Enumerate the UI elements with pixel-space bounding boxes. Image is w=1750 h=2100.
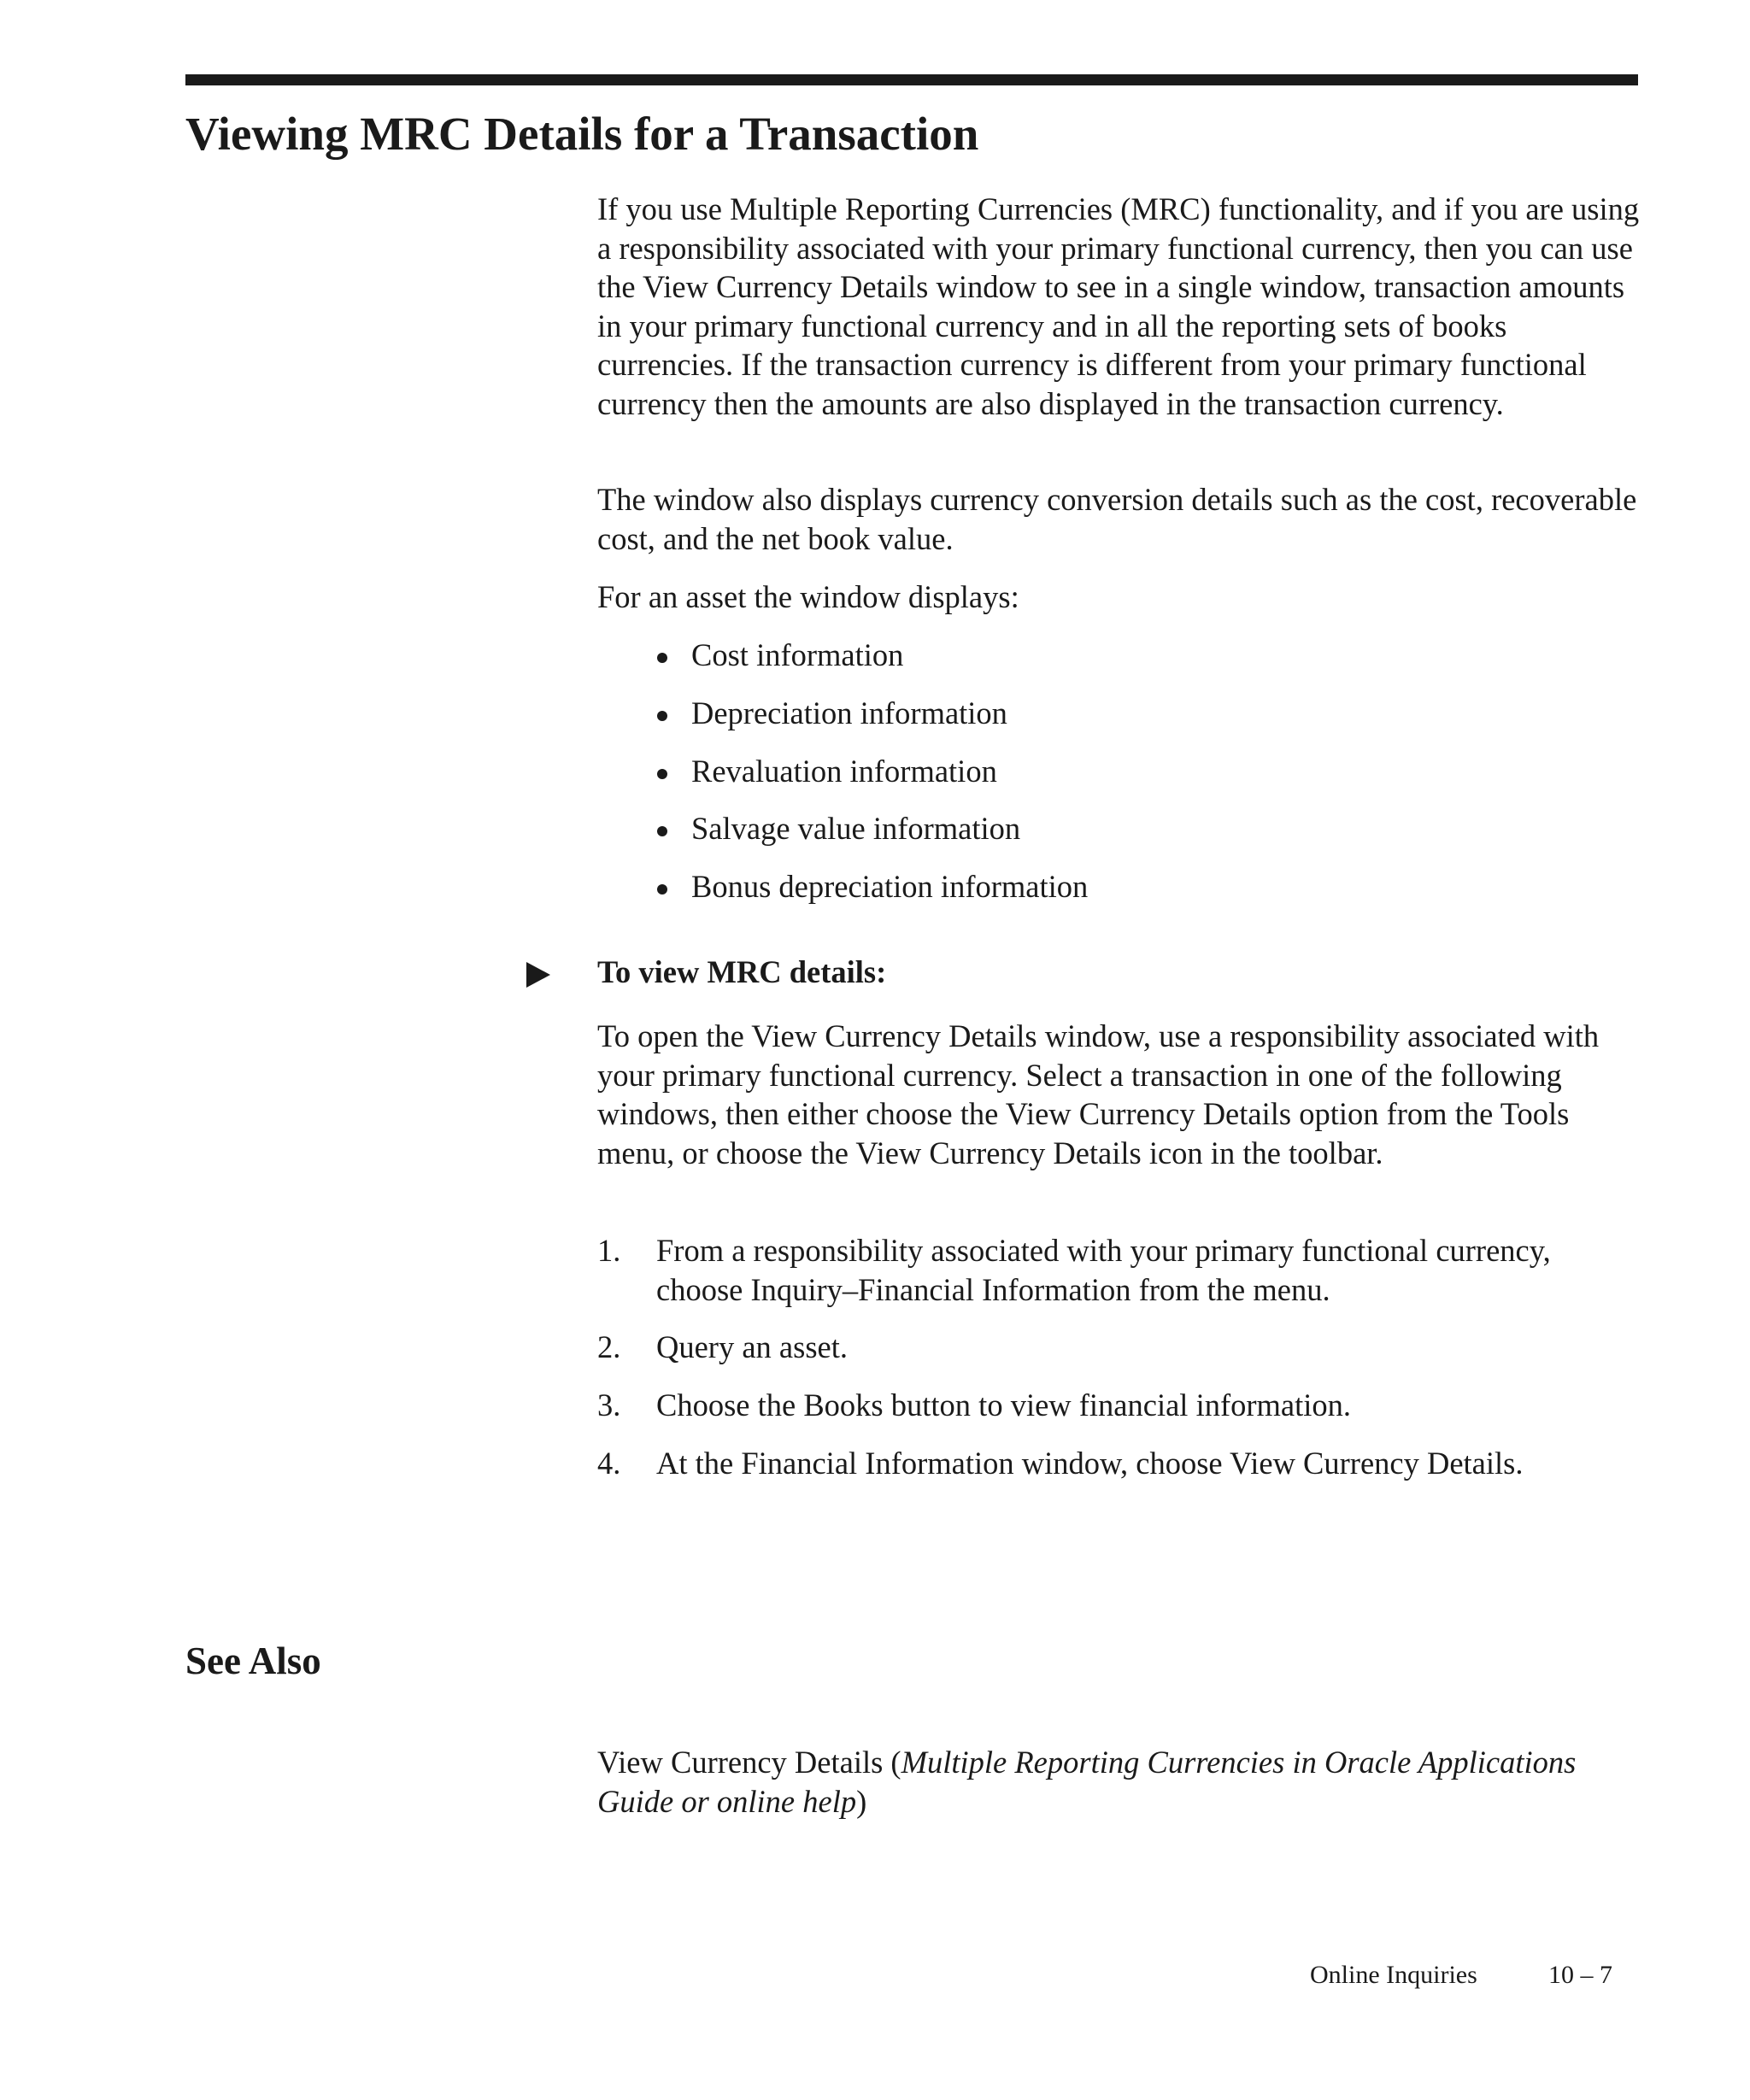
intro-paragraph bbox=[597, 190, 1640, 423]
step-item bbox=[597, 1328, 1640, 1367]
reference-text bbox=[597, 1743, 1640, 1821]
bullet-dot-icon bbox=[657, 884, 667, 895]
page-title: Viewing MRC Details for a Transaction bbox=[185, 108, 979, 160]
step-number: 4. bbox=[597, 1445, 621, 1481]
bullet-dot-icon bbox=[657, 711, 667, 721]
list-item-text: Revaluation information bbox=[691, 753, 997, 789]
step-item bbox=[597, 1231, 1640, 1309]
list-item bbox=[597, 867, 1088, 906]
list-item bbox=[597, 694, 1088, 733]
displays-lead-in-text: For an asset the window displays: bbox=[597, 579, 1019, 614]
reference-suffix: ) bbox=[856, 1783, 867, 1819]
list-item bbox=[597, 636, 1088, 675]
step-number: 3. bbox=[597, 1387, 621, 1423]
step-text: Choose the Books button to view financial information. bbox=[656, 1387, 1352, 1423]
right-triangle-icon bbox=[526, 962, 550, 988]
procedure-steps bbox=[597, 1231, 1640, 1502]
step-item bbox=[597, 1386, 1640, 1425]
bullet-dot-icon bbox=[657, 826, 667, 836]
step-number: 1. bbox=[597, 1233, 621, 1268]
footer-section-name: Online Inquiries bbox=[1310, 1961, 1477, 1989]
reference-book-title: Multiple Reporting Currencies in Oracle Applications Guide or online help bbox=[597, 1745, 1577, 1819]
list-item-text: Salvage value information bbox=[691, 811, 1021, 847]
procedure-intro bbox=[597, 1017, 1640, 1172]
list-item-text: Bonus depreciation information bbox=[691, 869, 1089, 905]
see-also-reference bbox=[597, 1743, 1640, 1821]
intro-paragraph-text: If you use Multiple Reporting Currencies (MRC) functionality, and if you are using a responsibility associated with your primary functional currency, then you can use the View Currency Details window to see in a single window, transaction amounts in your primary functional currency and in all the reporting sets of books currencies. If the transaction currency is different from your primary functional currency then the amounts are also displayed in the transaction currency. bbox=[597, 191, 1640, 421]
conversion-paragraph-text: The window also displays currency conversion details such as the cost, recoverable cost, and the net book value. bbox=[597, 482, 1637, 556]
procedure-intro-text: To open the View Currency Details window, use a responsibility associated with your primary functional currency. Select a transaction in one of the following windows, then either choose the View Currency Details option from the Tools menu, or choose the View Currency Details icon in the toolbar. bbox=[597, 1018, 1600, 1170]
displays-lead-in bbox=[597, 578, 1640, 617]
top-rule bbox=[185, 74, 1638, 85]
list-item bbox=[597, 752, 1088, 791]
step-text: From a responsibility associated with your primary functional currency, choose Inquiry–Financial Information from the menu. bbox=[656, 1233, 1551, 1307]
list-item-text: Depreciation information bbox=[691, 695, 1007, 730]
footer-page-number: 10 – 7 bbox=[1548, 1961, 1612, 1989]
displays-list bbox=[597, 636, 1088, 925]
list-item bbox=[597, 809, 1088, 848]
step-text: Query an asset. bbox=[656, 1329, 848, 1365]
step-text: At the Financial Information window, choose View Currency Details. bbox=[656, 1445, 1524, 1481]
procedure-heading: To view MRC details: bbox=[597, 954, 887, 989]
reference-prefix: View Currency Details ( bbox=[597, 1745, 901, 1780]
list-item-text: Cost information bbox=[691, 637, 904, 672]
see-also-heading: See Also bbox=[185, 1640, 321, 1682]
step-item bbox=[597, 1444, 1640, 1483]
bullet-dot-icon bbox=[657, 769, 667, 779]
conversion-paragraph bbox=[597, 480, 1640, 558]
bullet-dot-icon bbox=[657, 653, 667, 663]
step-number: 2. bbox=[597, 1329, 621, 1365]
